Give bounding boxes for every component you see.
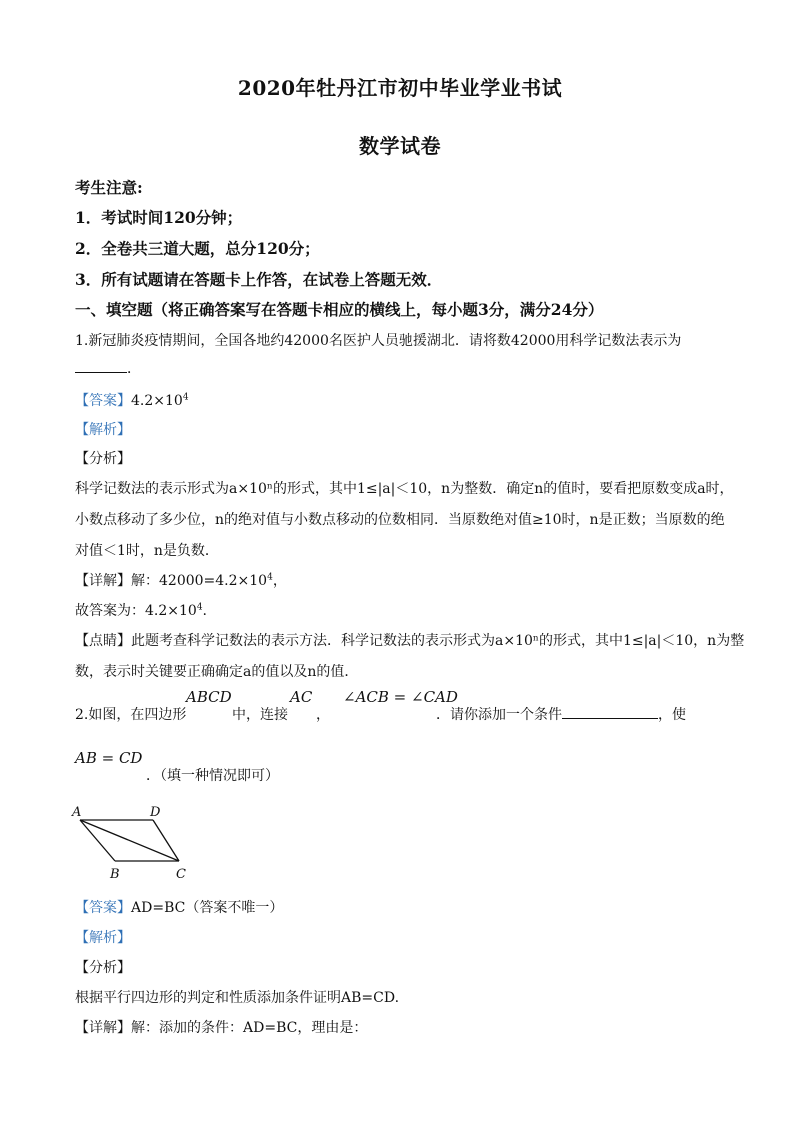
q2-stem-p2: 中，连接 <box>232 707 288 723</box>
q1-answer <box>75 390 189 410</box>
q2-answer-blank <box>562 706 658 719</box>
q1-blank-line <box>75 358 141 378</box>
q2-answer-tag: 【答案】 <box>75 900 131 916</box>
q2-stem-p1: 2.如图，在四边形 <box>75 707 187 723</box>
q1-stem-end: ． <box>127 361 141 377</box>
q2-stem-p4-text: ．请你添加一个条件 <box>436 707 562 723</box>
q1-comment-line-2: 数，表示时关键要正确确定a的值以及n的值． <box>75 664 359 680</box>
vertex-label-b: B <box>110 867 120 882</box>
notice-heading: 考生注意: <box>75 178 143 197</box>
answer-tag: 【答案】 <box>75 393 131 409</box>
q2-stem-p5: ，使 <box>658 707 686 723</box>
q1-answer-base: 4.2×10 <box>131 393 183 409</box>
q2-stem-p6: ．（填一种情况即可） <box>146 768 279 784</box>
q1-detail-a: 【详解】解：42000=4.2×10 <box>75 573 268 589</box>
exam-title: 2020年牡丹江市初中毕业学业书试 <box>237 76 563 100</box>
parallelogram-figure <box>68 800 198 882</box>
q1-answer-exp: 4 <box>182 392 189 403</box>
q1-stem: 1.新冠肺炎疫情期间，全国各地约42000名医护人员驰援湖北．请将数42000用科学记数法表示为 <box>75 333 682 349</box>
q1-conclusion-line <box>75 600 207 620</box>
q2-jiexi-tag: 【解析】 <box>75 930 131 946</box>
q2-detail: 【详解】解：添加的条件：AD=BC，理由是： <box>75 1020 368 1036</box>
q2-math-angles: ∠ACB = ∠CAD <box>343 688 458 706</box>
q1-detail-b-end: . <box>202 603 207 619</box>
q2-stem-p3: ， <box>316 707 330 723</box>
q1-analysis-line-2: 小数点移动了多少位，n的绝对值与小数点移动的位数相同．当原数绝对值≥10时，n是正数；当原数的绝 <box>75 512 725 528</box>
q2-stem-p4 <box>436 704 686 724</box>
q2-fenxi-tag: 【分析】 <box>75 960 131 976</box>
notice-item-2: 2．全卷共三道大题，总分120分； <box>75 239 320 258</box>
q1-analysis-line-1: 科学记数法的表示形式为a×10ⁿ的形式，其中1≤|a|＜10，n为整数．确定n的值时，要看把原数变成a时， <box>75 481 734 497</box>
vertex-label-d: D <box>150 805 161 820</box>
vertex-label-a: A <box>72 805 82 820</box>
q2-answer-text: AD=BC（答案不唯一） <box>131 900 284 916</box>
q1-comment-line-1: 【点睛】此题考查科学记数法的表示方法．科学记数法的表示形式为a×10ⁿ的形式，其中1≤|a|＜10，n为整 <box>75 633 745 649</box>
q2-answer <box>75 897 283 917</box>
q2-analysis: 根据平行四边形的判定和性质添加条件证明AB=CD. <box>75 990 400 1006</box>
exam-subtitle: 数学试卷 <box>359 134 441 158</box>
q1-detail-b-exp: 4 <box>196 602 203 613</box>
vertex-label-c: C <box>176 867 186 882</box>
q2-math-ac: AC <box>290 688 313 706</box>
q1-detail-b: 故答案为：4.2×10 <box>75 603 197 619</box>
notice-item-3: 3．所有试题请在答题卡上作答，在试卷上答题无效． <box>75 270 443 289</box>
q2-math-abcd: ABCD <box>186 688 232 706</box>
q1-analysis-line-3: 对值＜1时，n是负数． <box>75 543 219 559</box>
section-heading: 一、填空题（将正确答案写在答题卡相应的横线上，每小题3分，满分24分） <box>75 300 604 319</box>
q1-detail-a-exp: 4 <box>267 572 273 583</box>
segment-ab <box>80 820 115 861</box>
q1-jiexi-tag: 【解析】 <box>75 422 131 438</box>
segment-dc <box>153 820 179 861</box>
q1-detail-a-end: ， <box>272 573 287 589</box>
notice-item-1: 1．考试时间120分钟； <box>75 208 243 227</box>
q2-math-ab-cd: AB = CD <box>75 749 143 767</box>
q1-fenxi-tag: 【分析】 <box>75 451 131 467</box>
q1-detail-line <box>75 570 287 590</box>
segment-ac <box>80 820 179 861</box>
